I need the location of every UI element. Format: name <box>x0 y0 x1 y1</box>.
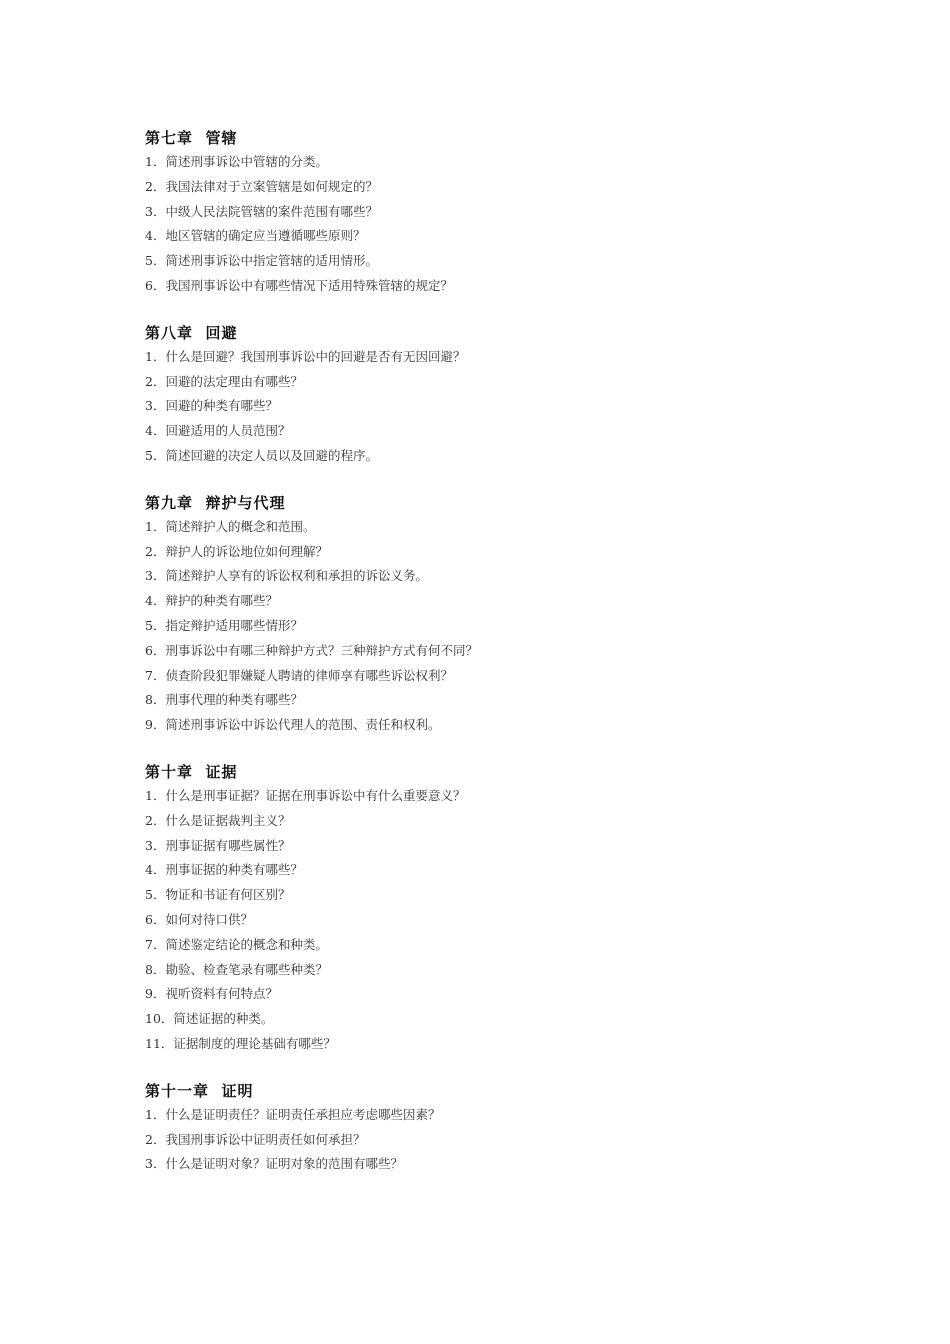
question-item: 2．回避的法定理由有哪些？ <box>145 373 303 389</box>
question-item: 1．简述辩护人的概念和范围。 <box>145 518 316 534</box>
question-item: 3．什么是证明对象？证明对象的范围有哪些？ <box>145 1156 403 1172</box>
question-item: 8．勘验、检查笔录有哪些种类？ <box>145 961 328 977</box>
chapter-title: 第七章 管辖 <box>145 129 238 147</box>
question-item: 9．简述刑事诉讼中诉讼代理人的范围、责任和权利。 <box>145 717 441 733</box>
question-item: 4．地区管辖的确定应当遵循哪些原则？ <box>145 228 366 244</box>
question-item: 1．什么是证明责任？证明责任承担应考虑哪些因素？ <box>145 1106 441 1122</box>
question-item: 10．简述证据的种类。 <box>145 1011 274 1027</box>
question-item: 9．视听资料有何特点？ <box>145 986 278 1002</box>
chapter-7 <box>145 126 845 299</box>
question-item: 1．简述刑事诉讼中管辖的分类。 <box>145 154 328 169</box>
question-item: 6．如何对待口供？ <box>145 911 253 927</box>
question-item: 3．回避的种类有哪些？ <box>145 398 278 414</box>
question-item: 4．辩护的种类有哪些？ <box>145 593 278 609</box>
question-item: 7．侦查阶段犯罪嫌疑人聘请的律师享有哪些诉讼权利？ <box>145 667 453 683</box>
question-item: 11．证据制度的理论基础有哪些？ <box>145 1035 336 1051</box>
chapter-title: 第十一章 证明 <box>145 1081 254 1100</box>
document-page <box>145 126 845 1199</box>
question-item: 6．我国刑事诉讼中有哪些情况下适用特殊管辖的规定？ <box>145 277 453 293</box>
question-item: 1．什么是回避？我国刑事诉讼中的回避是否有无因回避？ <box>145 348 466 364</box>
question-item: 8．刑事代理的种类有哪些？ <box>145 692 303 708</box>
chapter-11 <box>145 1079 845 1177</box>
question-item: 5．指定辩护适用哪些情形？ <box>145 617 303 633</box>
question-item: 3．中级人民法院管辖的案件范围有哪些？ <box>145 203 378 219</box>
question-item: 2．我国法律对于立案管辖是如何规定的？ <box>145 178 378 194</box>
chapter-10 <box>145 760 845 1057</box>
chapter-title: 第八章 回避 <box>145 323 238 342</box>
question-item: 2．什么是证据裁判主义？ <box>145 812 291 828</box>
question-item: 5．物证和书证有何区别？ <box>145 887 291 903</box>
chapter-8 <box>145 321 845 469</box>
question-item: 1．什么是刑事证据？证据在刑事诉讼中有什么重要意义？ <box>145 787 466 803</box>
question-item: 3．简述辩护人享有的诉讼权利和承担的诉讼义务。 <box>145 568 428 584</box>
question-item: 5．简述刑事诉讼中指定管辖的适用情形。 <box>145 253 378 269</box>
question-item: 5．简述回避的决定人员以及回避的程序。 <box>145 447 378 463</box>
question-item: 4．回避适用的人员范围？ <box>145 423 291 439</box>
chapter-9 <box>145 491 845 738</box>
question-item: 2．辩护人的诉讼地位如何理解？ <box>145 543 328 559</box>
question-item: 7．简述鉴定结论的概念和种类。 <box>145 936 328 952</box>
question-item: 6．刑事诉讼中有哪三种辩护方式？三种辩护方式有何不同？ <box>145 642 478 658</box>
chapter-title: 第九章 辩护与代理 <box>145 493 286 512</box>
question-item: 2．我国刑事诉讼中证明责任如何承担？ <box>145 1131 366 1147</box>
chapter-title: 第十章 证据 <box>145 762 238 781</box>
question-item: 3．刑事证据有哪些属性？ <box>145 837 291 853</box>
question-item: 4．刑事证据的种类有哪些？ <box>145 862 303 878</box>
